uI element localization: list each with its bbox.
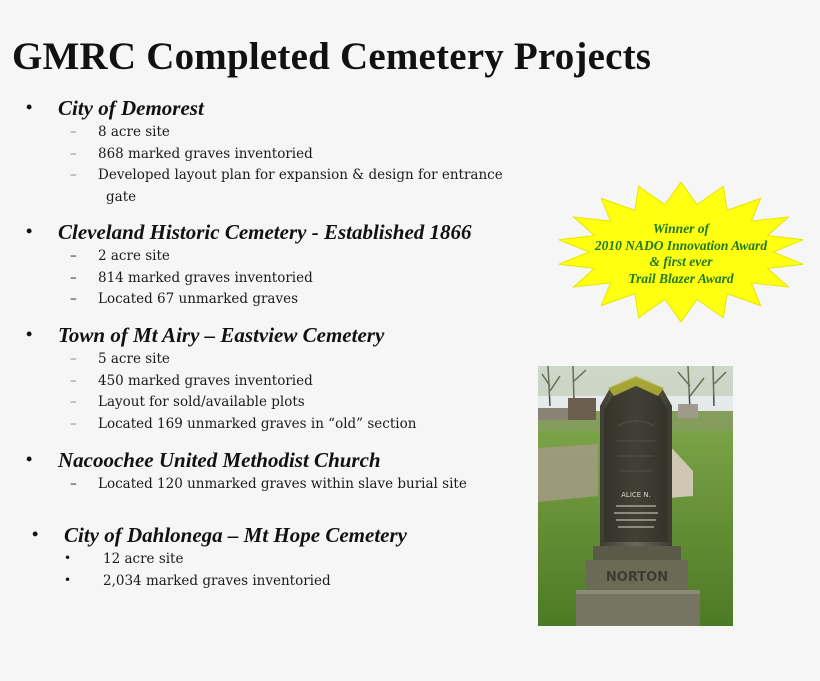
bullet-icon: • bbox=[64, 573, 72, 587]
bullet-icon: • bbox=[64, 551, 72, 565]
award-text: Winner of 2010 NADO Innovation Award & first ever Trail Blazer Award bbox=[594, 221, 768, 286]
dash-icon: – bbox=[70, 248, 77, 264]
base-inscription: NORTON bbox=[605, 570, 669, 585]
dash-icon: – bbox=[70, 291, 77, 307]
bullet-icon: • bbox=[32, 524, 39, 544]
dash-icon: – bbox=[70, 416, 77, 432]
dash-icon: – bbox=[70, 270, 77, 286]
headstone-inscription: ALICE N. bbox=[621, 491, 651, 499]
dash-icon: – bbox=[70, 476, 77, 492]
award-starburst bbox=[556, 181, 806, 323]
dash-icon: – bbox=[70, 351, 77, 367]
bullet-icon: • bbox=[26, 221, 33, 241]
dash-icon: – bbox=[70, 124, 77, 140]
bullet-icon: • bbox=[26, 324, 33, 344]
bullet-icon: • bbox=[26, 449, 33, 469]
dash-icon: – bbox=[70, 167, 77, 183]
slide-title: GMRC Completed Cemetery Projects bbox=[12, 35, 652, 78]
headstone-image bbox=[538, 366, 733, 626]
dash-icon: – bbox=[70, 373, 77, 389]
dash-icon: – bbox=[70, 146, 77, 162]
headstone-photo bbox=[538, 366, 733, 626]
dash-icon: – bbox=[70, 394, 77, 410]
bullet-icon: • bbox=[26, 97, 33, 117]
